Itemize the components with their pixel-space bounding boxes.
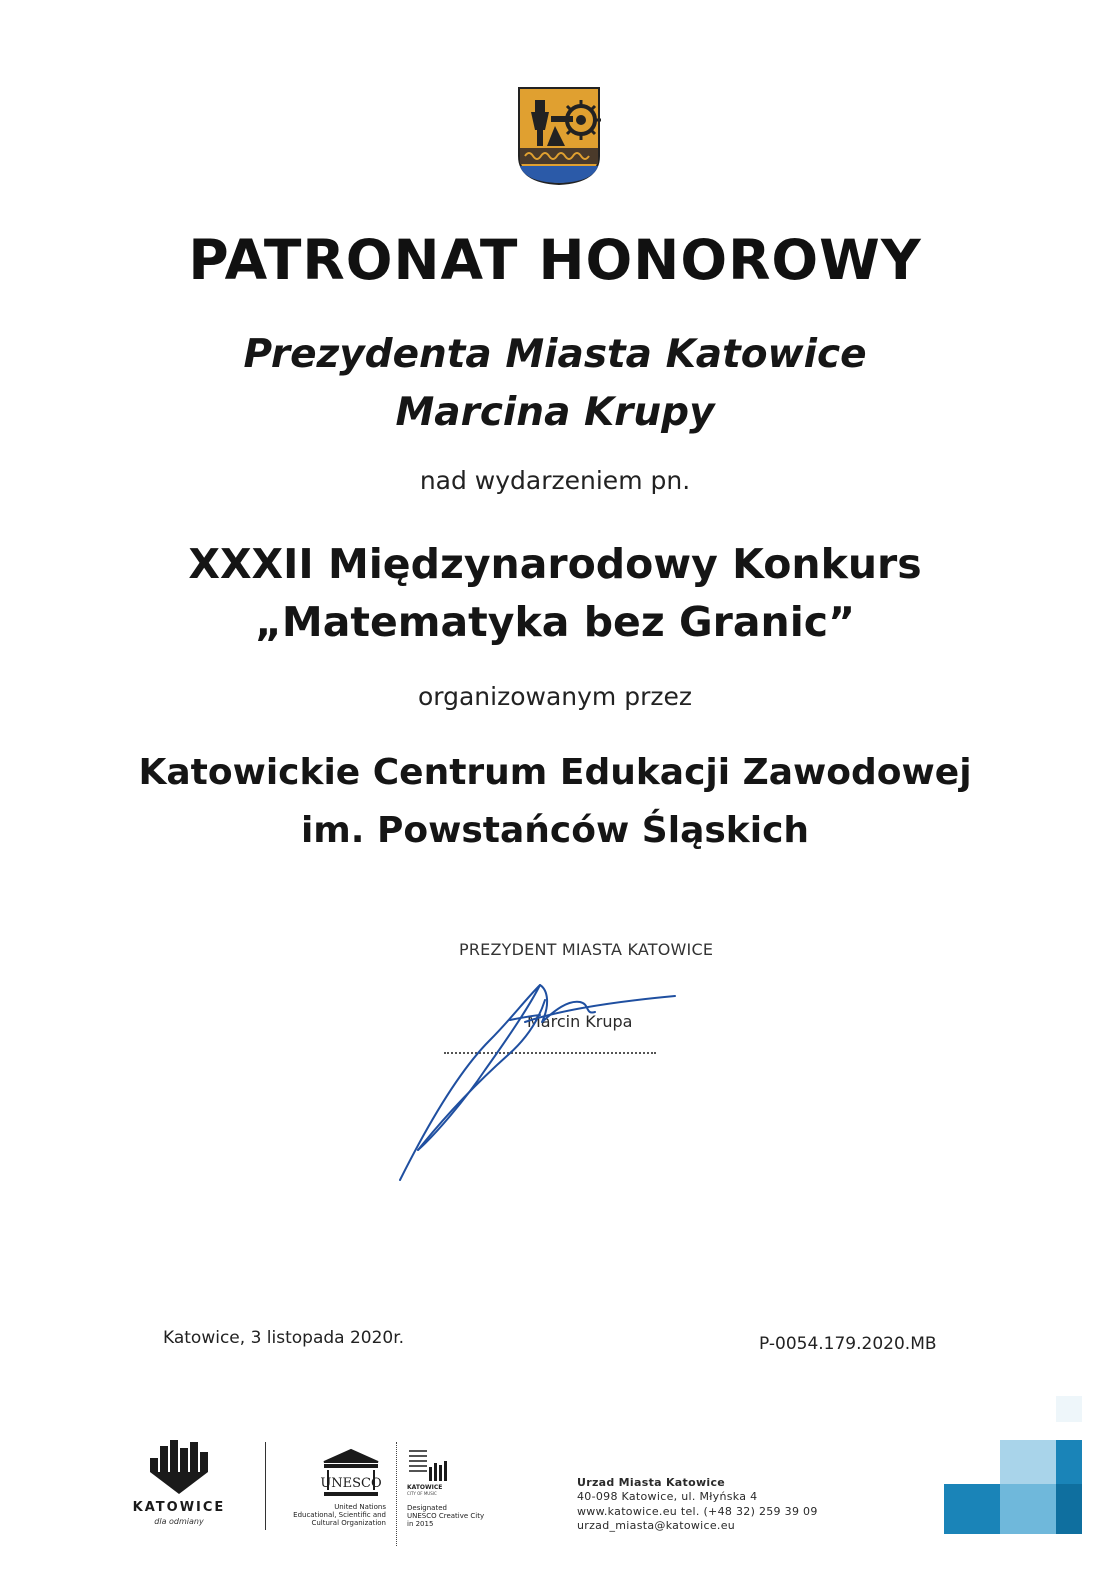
- office-email: urzad_miasta@katowice.eu: [577, 1519, 736, 1532]
- unesco-line-3: Cultural Organization: [311, 1519, 386, 1527]
- office-street: 40-098 Katowice, ul. Młyńska 4: [577, 1490, 758, 1503]
- place-and-date: Katowice, 3 listopada 2020r.: [163, 1328, 405, 1348]
- footer-divider: [265, 1442, 266, 1530]
- organizer-line-2: im. Powstańców Śląskich: [300, 810, 810, 851]
- reference-number: P-0054.179.2020.MB: [759, 1334, 937, 1354]
- event-intro: nad wydarzeniem pn.: [419, 466, 691, 495]
- signature-caption: PREZYDENT MIASTA KATOWICE: [459, 940, 714, 959]
- city-of-music-line-1: Designated: [407, 1504, 447, 1512]
- city-of-music-brand: KATOWICE: [407, 1484, 443, 1491]
- decorative-squares-icon: [940, 1392, 1086, 1538]
- katowice-wordmark: KATOWICE: [132, 1500, 226, 1515]
- president-name: Marcina Krupy: [395, 390, 715, 435]
- event-name-line-1: XXXII Międzynarodowy Konkurs: [188, 540, 922, 588]
- office-web-phone: www.katowice.eu tel. (+48 32) 259 39 09: [577, 1505, 818, 1518]
- event-name-line-2: „Matematyka bez Granic”: [254, 598, 856, 646]
- city-of-music-line-2: UNESCO Creative City: [407, 1512, 485, 1520]
- unesco-line-2: Educational, Scientific and: [293, 1511, 386, 1519]
- katowice-slogan: dla odmiany: [154, 1517, 204, 1526]
- unesco-logo-icon: [318, 1448, 384, 1500]
- katowice-logo-icon: [148, 1440, 210, 1494]
- unesco-mark: UNESCO: [320, 1476, 382, 1491]
- city-of-music-line-3: in 2015: [407, 1520, 434, 1528]
- organizer-intro: organizowanym przez: [417, 682, 692, 711]
- footer-dotted-divider: [396, 1442, 397, 1546]
- city-of-music-sub: CITY OF MUSIC: [407, 1491, 437, 1496]
- city-of-music-icon: [407, 1447, 451, 1483]
- handwritten-signature: [390, 960, 690, 1190]
- office-name: Urzad Miasta Katowice: [577, 1476, 726, 1489]
- coat-of-arms-icon: [517, 86, 601, 186]
- unesco-line-1: United Nations: [334, 1503, 386, 1511]
- signatory-name: Marcin Krupa: [527, 1012, 633, 1031]
- president-title: Prezydenta Miasta Katowice: [243, 332, 867, 377]
- organizer-line-1: Katowickie Centrum Edukacji Zawodowej: [138, 752, 972, 793]
- page-heading: PATRONAT HONOROWY: [188, 228, 922, 292]
